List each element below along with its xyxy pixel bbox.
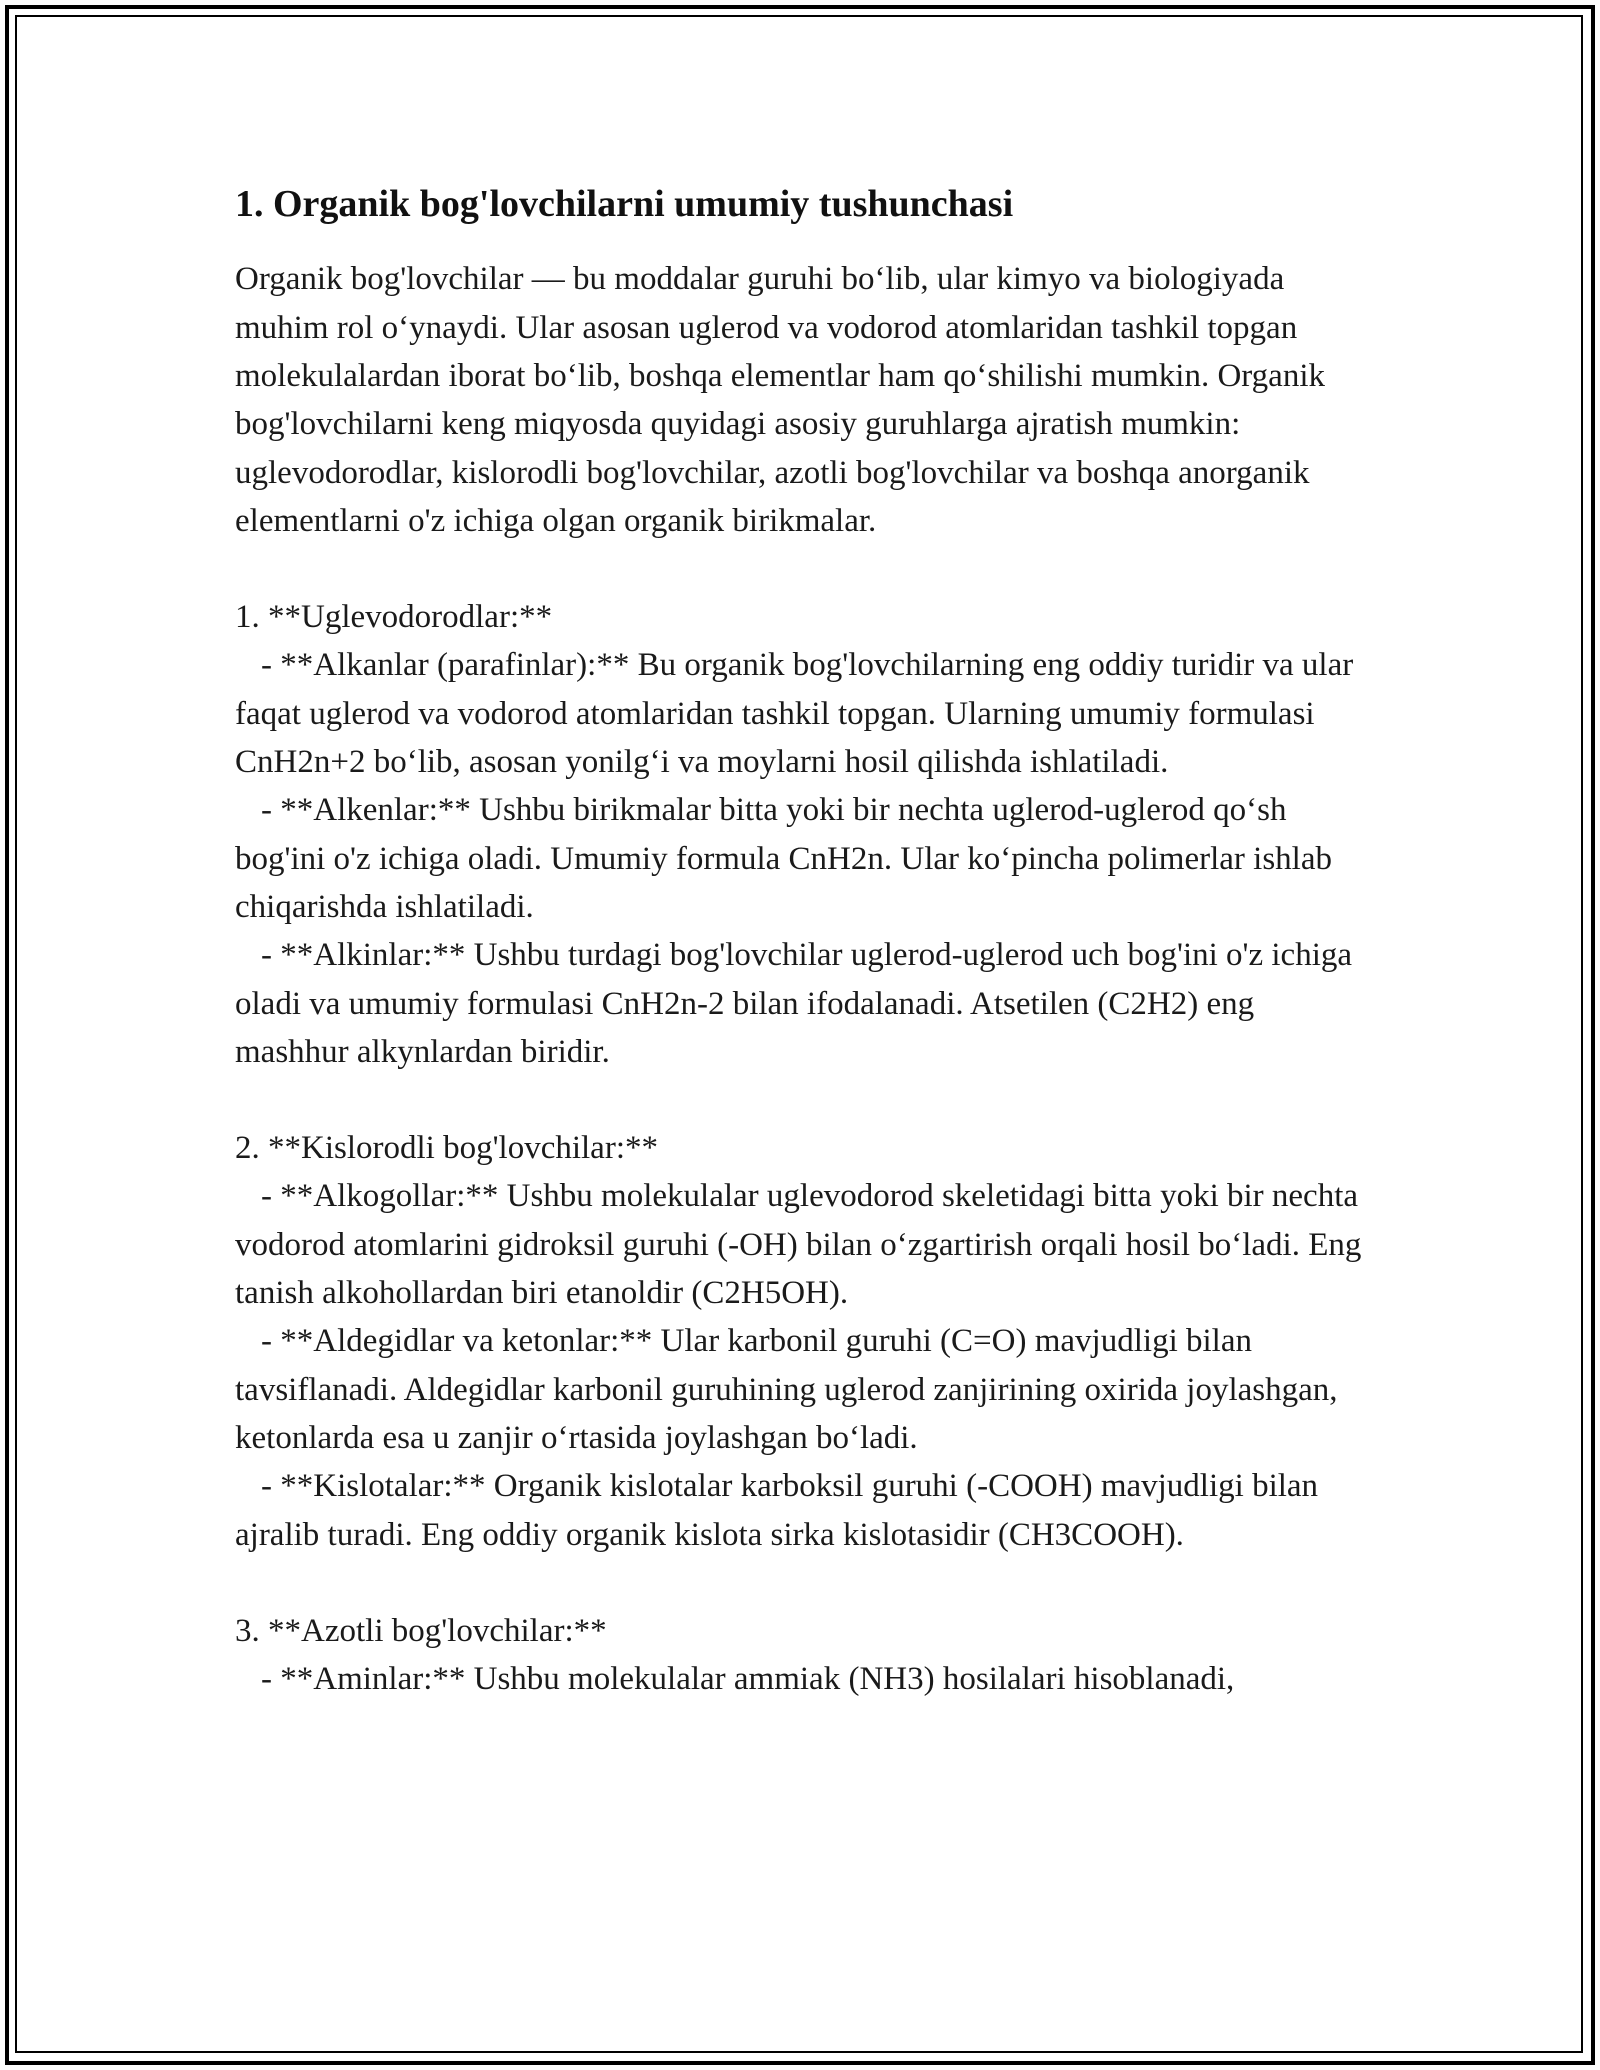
list-item: - **Aldegidlar va ketonlar:** Ular karbonil guruhi (C=O) mavjudligi bilan tavsiflanadi. Aldegidlar karbonil guruhining uglerod zanjirining oxirida joylashgan, ketonlarda esa u zanjir o‘rtasida joylashgan bo‘ladi. bbox=[235, 1323, 1338, 1456]
paragraph-gap bbox=[235, 545, 1375, 593]
list-item: - **Aminlar:** Ushbu molekulalar ammiak (NH3) hosilalari hisoblanadi, bbox=[261, 1661, 1235, 1698]
list-item: - **Kislotalar:** Organik kislotalar karboksil guruhi (-COOH) mavjudligi bilan ajralib turadi. Eng oddiy organik kislota sirka kislotasidir (CH3COOH). bbox=[235, 1468, 1319, 1553]
list-item: - **Alkanlar (parafinlar):** Bu organik bog'lovchilarning eng oddiy turidir va ular faqat uglerod va vodorod atomlaridan tashkil topgan. Ularning umumiy formulasi CnH2n+2 bo‘lib, asosan yonilg‘i va moylarni hosil qilishda ishlatiladi. bbox=[235, 647, 1354, 781]
section-title: 2. **Kislorodli bog'lovchilar:** bbox=[235, 1130, 658, 1167]
section-title: 1. **Uglevodorodlar:** bbox=[235, 599, 553, 636]
paragraph-gap bbox=[235, 1076, 1375, 1124]
section-nitrogen-compounds bbox=[235, 1607, 1375, 1704]
list-item: - **Alkogollar:** Ushbu molekulalar uglevodorod skeletidagi bitta yoki bir nechta vodorod atomlarini gidroksil guruhi (-OH) bilan o‘zgartirish orqali hosil bo‘ladi. Eng tanish alkohollardan biri etanoldir (C2H5OH). bbox=[235, 1178, 1362, 1312]
section-oxygen-compounds bbox=[235, 1124, 1375, 1559]
document-page bbox=[235, 180, 1375, 1703]
intro-paragraph: Organik bog'lovchilar — bu moddalar guruhi bo‘lib, ular kimyo va biologiyada muhim rol o‘ynaydi. Ular asosan uglerod va vodorod atomlaridan tashkil topgan molekulalardan iborat bo‘lib, boshqa elementlar ham qo‘shilishi mumkin. Organik bog'lovchilarni keng miqyosda quyidagi asosiy guruhlarga ajratish mumkin: uglevodorodlar, kislorodli bog'lovchilar, azotli bog'lovchilar va boshqa anorganik elementlarni o'z ichiga olgan organik birikmalar. bbox=[235, 261, 1325, 539]
section-hydrocarbons bbox=[235, 593, 1375, 1076]
list-item: - **Alkinlar:** Ushbu turdagi bog'lovchilar uglerod-uglerod uch bog'ini o'z ichiga oladi va umumiy formulasi CnH2n-2 bilan ifodalanadi. Atsetilen (C2H2) eng mashhur alkynlardan biridir. bbox=[235, 937, 1353, 1070]
list-item: - **Alkenlar:** Ushbu birikmalar bitta yoki bir nechta uglerod-uglerod qo‘sh bog'ini o'z ichiga oladi. Umumiy formula CnH2n. Ular ko‘pincha polimerlar ishlab chiqarishda ishlatiladi. bbox=[235, 792, 1332, 925]
section-title: 3. **Azotli bog'lovchilar:** bbox=[235, 1612, 607, 1649]
section-heading: 1. Organik bog'lovchilarni umumiy tushunchasi bbox=[235, 183, 1014, 225]
paragraph-gap bbox=[235, 1559, 1375, 1607]
